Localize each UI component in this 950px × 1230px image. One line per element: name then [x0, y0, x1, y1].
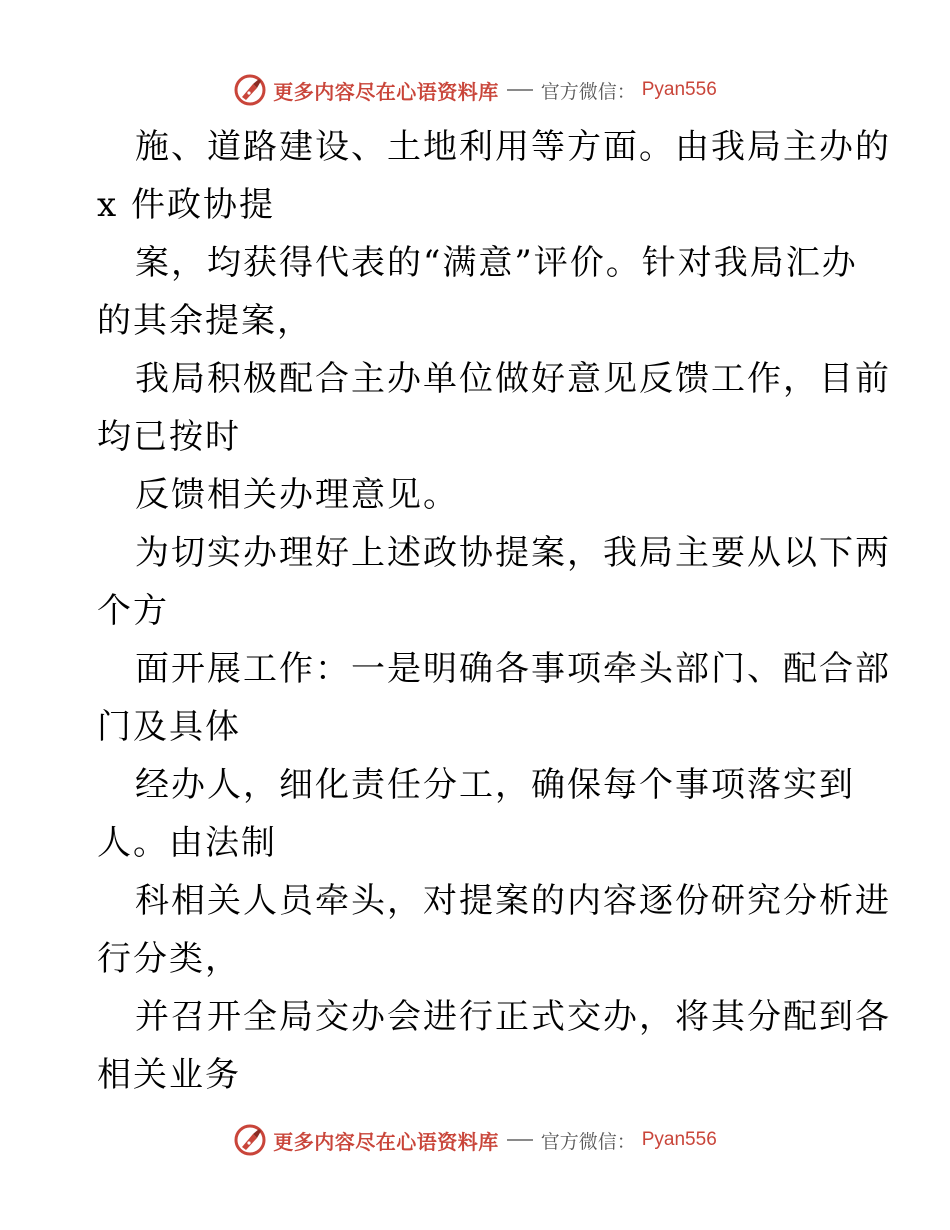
text-line: 施、道路建设、土地利用等方面。由我局主办的	[135, 127, 891, 167]
banner-wechat-id: Pyan556	[641, 1129, 717, 1150]
banner-separator	[507, 1139, 533, 1141]
text-line: 反馈相关办理意见。	[135, 475, 459, 515]
text-line: x 件政协提	[97, 185, 275, 225]
text-line: 面开展工作：一是明确各事项牵头部门、配合部	[135, 649, 891, 689]
text-line: 科相关人员牵头，对提案的内容逐份研究分析进	[135, 881, 891, 921]
banner-wechat-label: 官方微信：	[540, 80, 636, 103]
text-line: 经办人，细化责任分工，确保每个事项落实到	[135, 765, 855, 805]
text-line: 均已按时	[97, 417, 241, 457]
document-body	[97, 118, 891, 1104]
header-banner	[0, 70, 950, 110]
footer-banner	[0, 1120, 950, 1160]
banner-separator	[507, 89, 533, 91]
banner-text: 更多内容尽在心语资料库	[273, 1129, 499, 1154]
text-line: 我局积极配合主办单位做好意见反馈工作，目前	[135, 359, 891, 399]
text-line: 人。由法制	[97, 823, 277, 863]
banner-text: 更多内容尽在心语资料库	[273, 79, 499, 104]
pen-nib-logo-icon	[233, 73, 267, 107]
banner-wechat-id: Pyan556	[641, 79, 717, 100]
pen-nib-logo-icon	[233, 1123, 267, 1157]
text-line: 门及具体	[97, 707, 241, 747]
text-line: 为切实办理好上述政协提案，我局主要从以下两	[135, 533, 891, 573]
text-line: 个方	[97, 591, 169, 631]
text-line: 案，均获得代表的“满意”评价。针对我局汇办	[135, 243, 858, 283]
text-line: 并召开全局交办会进行正式交办，将其分配到各	[135, 997, 891, 1037]
banner-wechat-label: 官方微信：	[540, 1130, 636, 1153]
text-line: 行分类，	[97, 939, 241, 979]
text-line: 的其余提案，	[97, 301, 313, 341]
text-line: 相关业务	[97, 1055, 241, 1095]
